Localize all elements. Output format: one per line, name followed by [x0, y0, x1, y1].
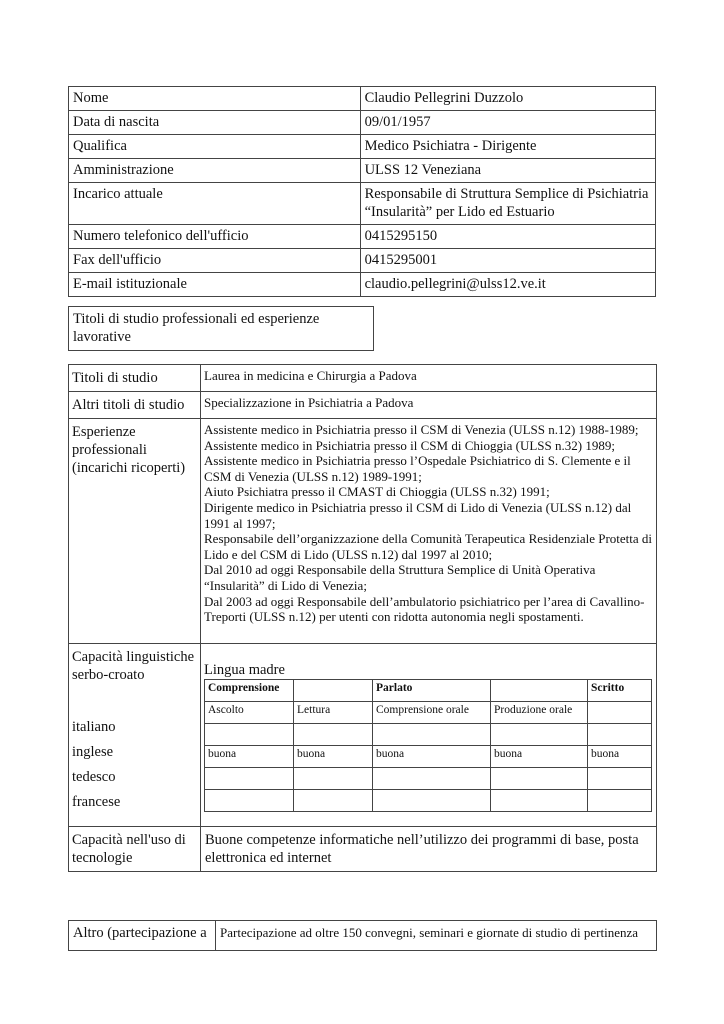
esperienza-item: Dirigente medico in Psichiatria presso il CSM di Lido di Venezia (ULSS n.12) dal 1991 al 1997;	[204, 499, 632, 531]
altro-table	[68, 920, 657, 951]
grid-cell	[294, 767, 373, 789]
altro-label: Altro (partecipazione a	[69, 921, 216, 951]
personal-row	[69, 135, 656, 159]
personal-value: Claudio Pellegrini Duzzolo	[360, 87, 655, 111]
grid-cell	[491, 767, 588, 789]
esperienze-label: Esperienze professionali (incarichi ricoperti)	[69, 419, 201, 644]
lingue-grid-cell	[201, 643, 657, 826]
altro-value: Partecipazione ad oltre 150 convegni, seminari e giornate di studio di pertinenza	[216, 921, 657, 951]
personal-value: ULSS 12 Veneziana	[360, 159, 655, 183]
grid-level-row	[205, 767, 652, 789]
personal-info-table	[68, 86, 656, 297]
personal-label: Fax dell'ufficio	[69, 249, 361, 273]
personal-value: 0415295001	[360, 249, 655, 273]
grid-header-cell	[294, 679, 373, 701]
grid-level-row	[205, 789, 652, 811]
personal-row	[69, 273, 656, 297]
lingue-labels	[69, 643, 201, 826]
grid-header-cell: Scritto	[588, 679, 652, 701]
section-title: Titoli di studio professionali ed esperienze lavorative	[68, 306, 374, 351]
grid-header-cell: Comprensione	[205, 679, 294, 701]
personal-row	[69, 159, 656, 183]
grid-cell	[588, 767, 652, 789]
grid-cell: buona	[205, 745, 294, 767]
personal-value: 0415295150	[360, 225, 655, 249]
lingue-row	[69, 643, 657, 826]
personal-value: claudio.pellegrini@ulss12.ve.it	[360, 273, 655, 297]
altri-titoli-label: Altri titoli di studio	[69, 392, 201, 419]
grid-cell: buona	[588, 745, 652, 767]
grid-cell	[491, 789, 588, 811]
grid-level-row	[205, 723, 652, 745]
personal-row	[69, 183, 656, 225]
grid-header-row	[205, 679, 652, 701]
grid-cell	[588, 701, 652, 723]
personal-row	[69, 225, 656, 249]
personal-row	[69, 87, 656, 111]
grid-cell: buona	[373, 745, 491, 767]
altri-titoli-row	[69, 392, 657, 419]
studio-row	[69, 365, 657, 392]
studies-table	[68, 364, 657, 872]
grid-cell	[373, 723, 491, 745]
personal-row	[69, 249, 656, 273]
grid-cell	[588, 789, 652, 811]
personal-value: Responsabile di Struttura Semplice di Psichiatria “Insularità” per Lido ed Estuario	[360, 183, 655, 225]
esperienza-item: Dal 2010 ad oggi Responsabile della Struttura Semplice di Unità Operativa “Insularità” di Lido di Venezia;	[204, 562, 596, 593]
esperienza-item: Aiuto Psichiatra presso il CMAST di Chioggia (ULSS n.32) 1991;	[204, 484, 550, 500]
esperienza-item: Responsabile dell’organizzazione della Comunità Terapeutica Residenziale Protetta di Lido e del CSM di Lido (ULSS n.12) dal 1997 al 2010;	[204, 531, 653, 562]
grid-cell: Lettura	[294, 701, 373, 723]
esperienza-item: Dal 2003 ad oggi Responsabile dell’ambulatorio psichiatrico per l’area di Cavallino-Treporti (ULSS n.12) per utenti con ridotta autonomia negli spostamenti.	[204, 593, 645, 625]
grid-cell	[294, 789, 373, 811]
grid-cell: buona	[294, 745, 373, 767]
language-name: tedesco	[72, 768, 116, 785]
grid-cell	[294, 723, 373, 745]
grid-cell	[373, 789, 491, 811]
personal-label: Qualifica	[69, 135, 361, 159]
madrelingua: serbo-croato	[72, 666, 145, 683]
altro-row	[69, 921, 657, 951]
studio-value: Laurea in medicina e Chirurgia a Padova	[201, 365, 657, 392]
esperienza-item: Assistente medico in Psichiatria presso l’Ospedale Psichiatrico di S. Clemente e il CSM di Venezia (ULSS n.12) 1989-1991;	[204, 453, 631, 484]
lingua-madre-label: Lingua madre	[204, 661, 285, 678]
grid-cell: Comprensione orale	[373, 701, 491, 723]
language-name: italiano	[72, 718, 116, 735]
tecnologie-label: Capacità nell'uso di tecnologie	[69, 826, 201, 871]
tecnologie-row	[69, 826, 657, 871]
esperienze-list	[201, 419, 657, 644]
personal-label: Data di nascita	[69, 111, 361, 135]
grid-cell: Produzione orale	[491, 701, 588, 723]
personal-label: Incarico attuale	[69, 183, 361, 225]
language-levels-table	[204, 679, 652, 812]
grid-level-row	[205, 745, 652, 767]
personal-row	[69, 111, 656, 135]
grid-cell	[588, 723, 652, 745]
studio-label: Titoli di studio	[69, 365, 201, 392]
grid-cell	[205, 789, 294, 811]
personal-value: 09/01/1957	[360, 111, 655, 135]
esperienza-item: Assistente medico in Psichiatria presso il CSM di Venezia (ULSS n.12) 1988-1989;	[204, 422, 639, 437]
language-name: inglese	[72, 743, 114, 760]
grid-header-cell: Parlato	[373, 679, 491, 701]
tecnologie-value: Buone competenze informatiche nell’utilizzo dei programmi di base, posta elettronica ed internet	[201, 826, 657, 871]
grid-header-cell	[491, 679, 588, 701]
grid-cell	[373, 767, 491, 789]
language-name: francese	[72, 793, 121, 810]
grid-cell	[205, 723, 294, 745]
personal-value: Medico Psichiatra - Dirigente	[360, 135, 655, 159]
personal-label: Nome	[69, 87, 361, 111]
esperienza-item: Assistente medico in Psichiatria presso il CSM di Chioggia (ULSS n.32) 1989;	[204, 437, 615, 453]
grid-subheader-row	[205, 701, 652, 723]
personal-label: Amministrazione	[69, 159, 361, 183]
grid-cell	[205, 767, 294, 789]
grid-cell	[491, 723, 588, 745]
grid-cell: buona	[491, 745, 588, 767]
esperienze-row	[69, 419, 657, 644]
altri-titoli-value: Specializzazione in Psichiatria a Padova	[201, 392, 657, 419]
grid-cell: Ascolto	[205, 701, 294, 723]
personal-label: Numero telefonico dell'ufficio	[69, 225, 361, 249]
personal-label: E-mail istituzionale	[69, 273, 361, 297]
lingue-label: Capacità linguistiche	[72, 648, 195, 665]
